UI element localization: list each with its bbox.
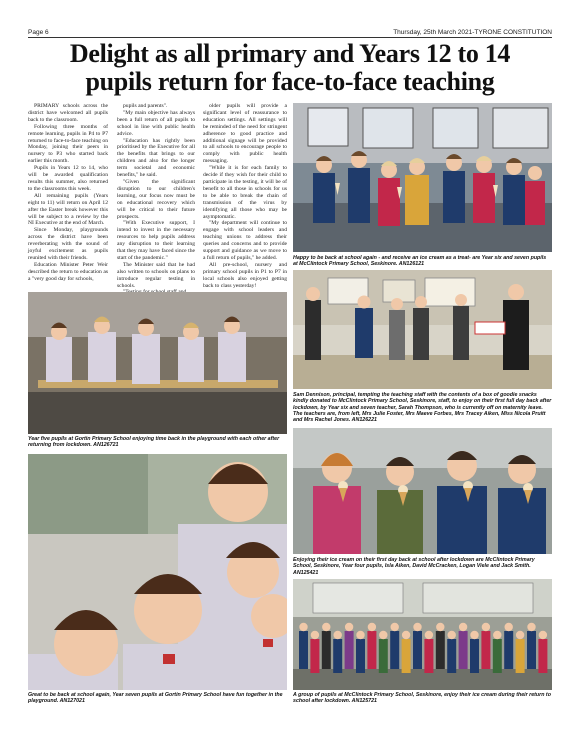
caption-teaching-staff: Sam Dennison, principal, tempting the teaching staff with the contents of a box of goodie snacks kindly donated to McClintock Primary School, Seskinore, staff, to enjoy on their first full day back after lockdown, by Year six and seven teacher, Sarah Thompson, who is currently off on maternity leave. The teachers are, from left, Mrs Julie Foster, Mrs Maeve Forbes, Mrs Tracey Aiken, Miss Nicola Pruitt and Mrs Rachel Jones. AN126221 xyxy=(293,392,552,424)
caption-year-four-ice-cream: Enjoying their ice cream on their first day back at school after lockdown are McClintock Primary School, Seskinore, Year four pupils, Isla Aiken, David McCracken, Logan Viele and Jack Smith. AN125421 xyxy=(293,557,535,576)
page-number: Page 6 xyxy=(28,29,49,36)
article-paragraph: "While it is for each family to decide if they wish for their child to participate in the testing, it will be of benefit to all those in schools for us to be able to break the chain of transmission of the virus by identifying all those who may be asymptomatic. xyxy=(203,165,287,220)
article-paragraph: older pupils will provide a significant level of reassurance to education settings. All settings will be reminded of the need for stringent adherence to good practice and additional signage will be provided to all schools to encourage people to comply with public health messaging. xyxy=(203,103,287,165)
article-paragraph: "With Executive support, I intend to invest in the necessary resources to help pupils address any disruption to their learning that they may have faced since the start of the pandemic." xyxy=(117,220,195,261)
article-paragraph: Following three months of remote learning, pupils in P4 to P7 returned to face-to-face teaching on Monday, joining their peers in nursery to P3 who started back earlier this month. xyxy=(28,123,108,165)
photo-teaching-staff xyxy=(293,270,552,389)
headline-line-2: pupils return for face-to-face teaching xyxy=(85,67,495,96)
article-paragraph: "Given the significant disruption to our children's learning, our focus now must be on educational recovery which will be critical to their future prospects. xyxy=(117,178,195,220)
article-paragraph: PRIMARY schools across the district have welcomed all pupils back to the classroom. xyxy=(28,103,108,123)
article-column-3 xyxy=(203,103,287,289)
headline xyxy=(28,40,552,96)
photo-year-four-ice-cream xyxy=(293,428,552,554)
headline-line-1: Delight as all primary and Years 12 to 14 xyxy=(69,39,511,68)
photo-gortin-year-seven xyxy=(28,454,287,690)
issue-date: Thursday, 25th March 2021-TYRONE CONSTITUTION xyxy=(393,29,552,36)
photo-gortin-year-five xyxy=(28,292,287,434)
article-paragraph: pupils and parents". xyxy=(123,103,168,109)
header-rule xyxy=(28,37,552,38)
article-paragraph: All remaining pupils (Years eight to 11) will return on April 12 after the Easter break however this will be subject to a review by the NI Executive at the end of March. xyxy=(28,192,108,227)
article-paragraph: Since Monday, playgrounds across the district have been reverberating with the sound of joyful excitement as pupils reunited with their friends. xyxy=(28,227,108,261)
photo-large-group xyxy=(293,579,552,690)
caption-gortin-year-seven: Great to be back at school again, Year seven pupils at Gortin Primary School have fun together in the playground. AN127021 xyxy=(28,692,283,705)
caption-ice-cream-group: Happy to be back at school again - and receive an ice cream as a treat- are Year six and seven pupils at McClintock Primary School, Seskinore. AN126121 xyxy=(293,255,547,268)
caption-gortin-year-five: Year five pupils at Gortin Primary School enjoying time back in the playground with each other after returning from lockdown. AN126721 xyxy=(28,436,280,449)
photo-ice-cream-group xyxy=(293,103,552,252)
caption-large-group: A group of pupils at McClintock Primary School, Seskinore, enjoy their ice cream during their return to school after lockdown. AN125721 xyxy=(293,692,551,705)
article-paragraph: "My main objective has always been a full return of all pupils to school in line with public health advice. xyxy=(117,109,195,137)
page-header-bar xyxy=(28,26,552,36)
article-column-1 xyxy=(28,103,108,283)
article-paragraph: Pupils in Years 12 to 14, who will be awarded qualification results this summer, also returned to the classrooms this week. xyxy=(28,165,108,192)
article-paragraph: "Education has rightly been prioritised by the Executive for all the benefits that brings to our children and also for the longer term societal and economic benefits," he said. xyxy=(117,137,195,179)
article-column-2 xyxy=(117,103,195,296)
article-paragraph: "My department will continue to engage with school leaders and teaching unions to address their queries and concerns and to provide support and guidance as we move to a full return of pupils," he added. xyxy=(203,220,287,261)
article-paragraph: The Minister said that he had also written to schools on plans to introduce regular testing in schools. xyxy=(117,261,195,289)
article-paragraph: Education Minister Peter Weir described the return to education as a "very good day for schools, xyxy=(28,261,108,282)
article-paragraph: All pre-school, nursery and primary school pupils in P1 to P7 in local schools also enjoyed getting back to class yesterday! xyxy=(203,261,287,289)
